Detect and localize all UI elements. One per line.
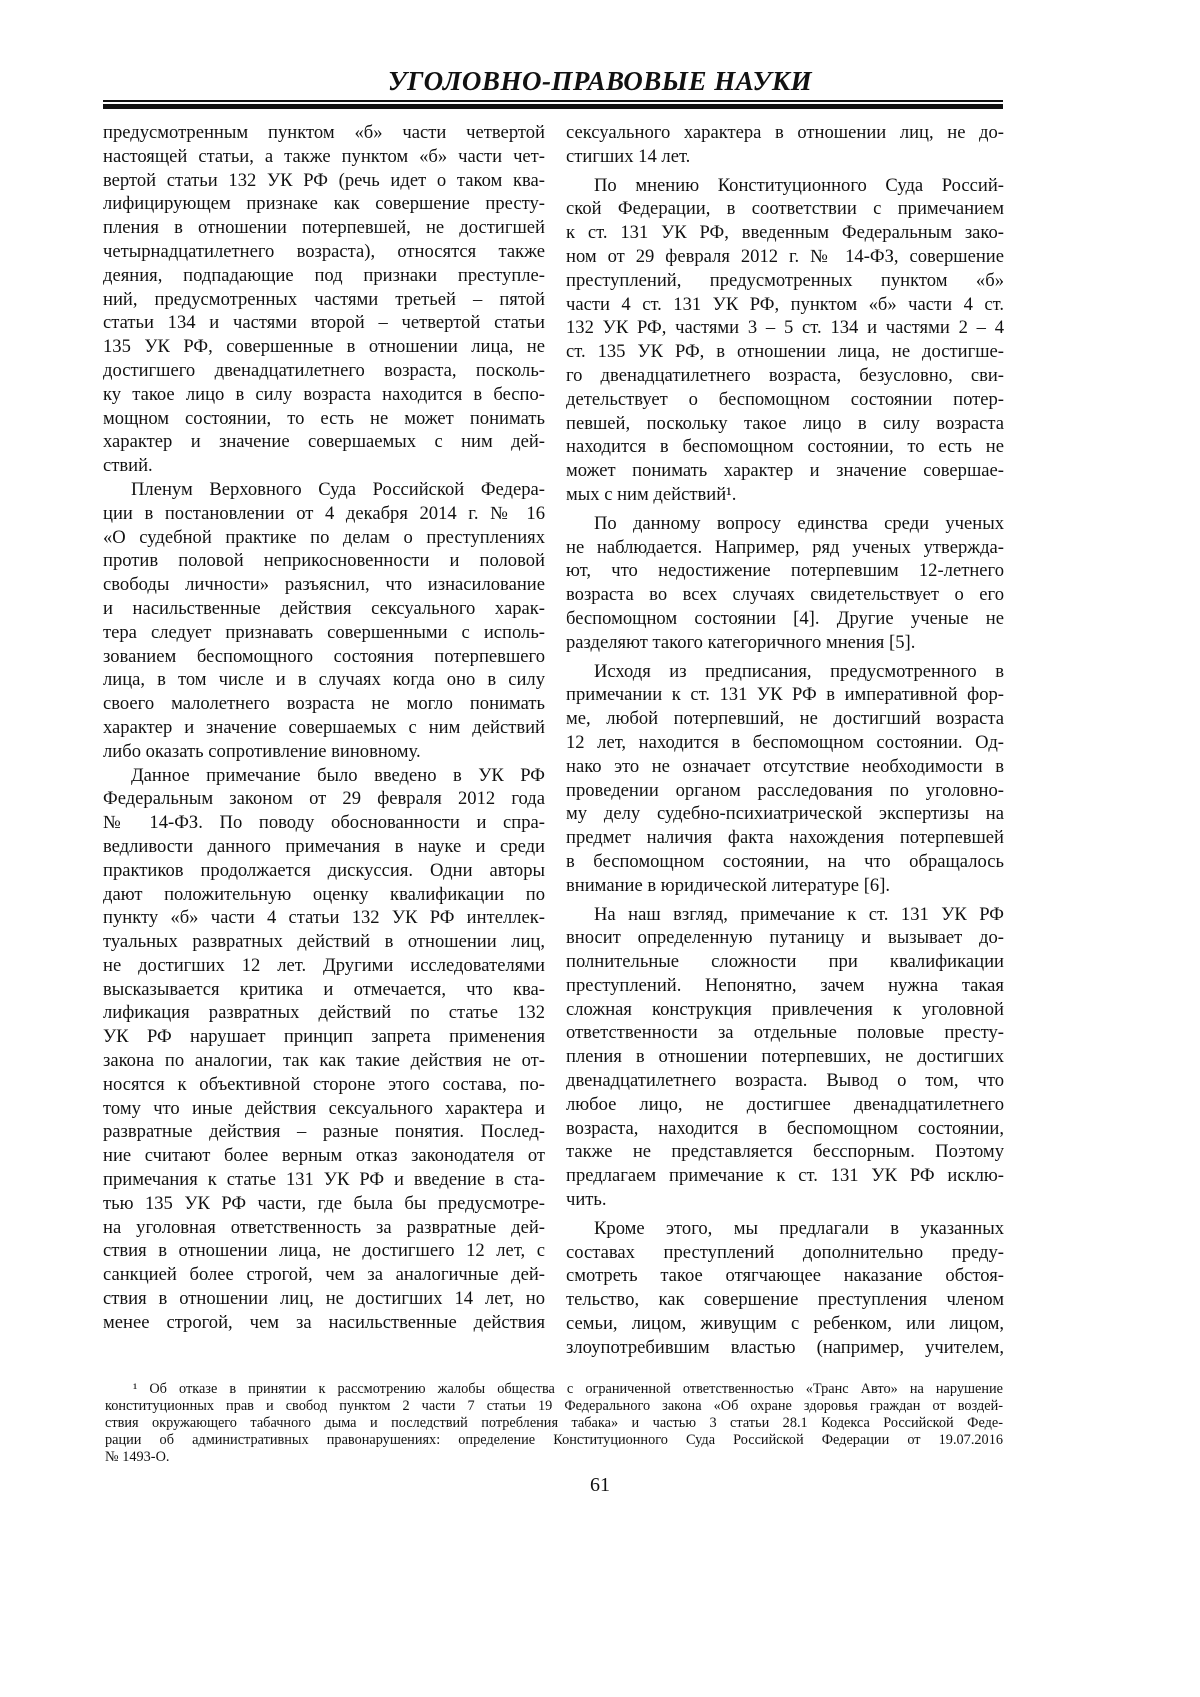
text-line: свободы личности» разъяснил, что изнасилование [103,574,545,596]
text-line: вносит определенную путаницу и вызывает до- [566,927,1004,949]
text-line: к ст. 131 УК РФ, введенным Федеральным зако- [566,222,1004,244]
text-line: детельствует о беспомощном состоянии потер- [566,388,1004,410]
text-line: семьи, лицом, живущим с ребенком, или лицом, [566,1313,1004,1335]
text-line: санкцией более строгой, чем за аналогичные дей- [103,1264,545,1286]
text-line: ме, любой потерпевший, не достигший возраста [566,708,1004,730]
text-line: ции в постановлении от 4 декабря 2014 г. № 16 [103,502,545,524]
text-line: либо оказать сопротивление виновному. [103,740,421,762]
text-line: разделяют такого категоричного мнения [5]. [566,631,916,653]
text-line: деяния, подпадающие под признаки преступле- [103,264,545,286]
text-line: практиков продолжается дискуссия. Одни авторы [103,859,545,881]
text-column-right [566,121,1004,1360]
text-line: части 4 ст. 131 УК РФ, пунктом «б» части 4 ст. [566,293,1004,315]
text-line: мых с ним действий¹. [566,483,737,505]
text-line: предлагаем примечание к ст. 131 УК РФ исклю- [566,1165,1004,1187]
header-rule-thick [103,104,1003,109]
text-line: в беспомощном состоянии, на что обращалось [566,850,1004,872]
text-line: двенадцатилетнего возраста. Вывод о том, что [566,1070,1004,1092]
text-line: лификация развратных действий по статье 132 [103,1002,545,1024]
text-line: пункту «б» части 4 статьи 132 УК РФ интеллек- [103,907,545,929]
footnote [105,1381,1003,1466]
text-line: ние считают более верным отказ законодателя от [103,1145,545,1167]
text-line: Исходя из предписания, предусмотренного в [594,660,1004,682]
header-rule-thin [103,100,1003,102]
paragraph [566,512,1004,655]
text-line: ствий. [103,455,153,477]
text-line: зованием беспомощного состояния потерпевшего [103,645,545,667]
text-line: сексуального характера в отношении лиц, не до- [566,122,1004,143]
text-line: сложная конструкция привлечения к уголовной [566,998,1004,1020]
text-line: находится в беспомощном состоянии, то есть не [566,436,1004,458]
text-line: достигшего двенадцатилетнего возраста, посколь- [103,359,545,381]
text-line: ку такое лицо в силу возраста находится в беспо- [103,383,545,405]
text-line: смотреть такое отягчающее наказание обстоя- [566,1265,1004,1287]
text-line: и насильственные действия сексуального харак- [103,597,545,619]
text-line: ской Федерации, в соответствии с примечанием [566,198,1004,220]
footnote-line: ствия окружающего табачного дыма и последствий потребления табака» и частью 3 статьи 28.1 Кодекса Российской Феде- [105,1415,1003,1431]
text-line: злоупотребившим властью (например, учителем, [566,1336,1004,1358]
text-line: Данное примечание было введено в УК РФ [131,764,545,786]
text-column-left [103,121,545,1335]
text-line: примечания к статье 131 УК РФ и введение в ста- [103,1169,545,1191]
paragraph [566,903,1004,1212]
text-line: своего малолетнего возраста не могло понимать [103,693,545,715]
text-line: примечании к ст. 131 УК РФ в императивной фор- [566,684,1004,706]
paragraph [103,121,545,478]
paragraph [566,174,1004,507]
text-line: ствия в отношении лица, не достигшего 12 лет, с [103,1240,545,1262]
text-line: пления в отношении потерпевших, не достигших [566,1046,1004,1068]
paragraph [103,478,545,764]
text-line: тельство, как совершение преступления членом [566,1289,1004,1311]
paragraph [566,1217,1004,1360]
text-line: ний, предусмотренных частями третьей – пятой [103,288,545,310]
text-line: пления в отношении потерпевшей, не достигшей [103,217,545,239]
text-line: Федеральным законом от 29 февраля 2012 года [103,788,545,810]
text-line: четырнадцатилетнего возраста), относятся также [103,240,545,262]
text-line: тью 135 УК РФ части, где была бы предусмотре- [103,1192,545,1214]
text-line: «О судебной практике по делам о преступлениях [103,526,545,548]
text-line: ствия в отношении лиц, не достигших 14 лет, но [103,1288,545,1310]
text-line: внимание в юридической литературе [6]. [566,874,891,896]
text-line: преступлений. Непонятно, зачем нужна такая [566,974,1004,996]
footnote-line: конституционных прав и свобод пунктом 2 части 7 статьи 19 Федерального закона «Об охране здоровья граждан от воздей- [105,1398,1003,1414]
paragraph [566,660,1004,898]
text-line: настоящей статьи, а также пунктом «б» части чет- [103,145,545,167]
text-line: высказывается критика и отмечается, что ква- [103,978,545,1000]
text-line: По данному вопросу единства среди ученых [594,512,1004,534]
text-line: на уголовная ответственность за развратные дей- [103,1216,545,1238]
text-line: Пленум Верховного Суда Российской Федера- [131,478,545,500]
text-line: Кроме этого, мы предлагали в указанных [594,1217,1004,1239]
text-line: проведении органом расследования по уголовно- [566,779,1004,801]
text-line: носятся к объективной стороне этого состава, по- [103,1073,545,1095]
text-line: характер и значение совершаемых с ним действий [103,716,545,738]
text-line: 135 УК РФ, совершенные в отношении лица, не [103,336,545,358]
text-line: преступлений, предусмотренных пунктом «б» [566,269,1004,291]
text-line: стигших 14 лет. [566,145,691,167]
text-line: дают положительную оценку квалификации по [103,883,545,905]
paragraph [566,121,1004,169]
text-line: 132 УК РФ, частями 3 – 5 ст. 134 и частями 2 – 4 [566,317,1004,339]
text-line: развратные действия – разные понятия. Послед- [103,1121,545,1143]
text-line: предусмотренным пунктом «б» части четвертой [103,122,545,143]
footnote-line: ¹ Об отказе в принятии к рассмотрению жалобы общества с ограниченной ответственностью «Транс Авто» на нарушение [133,1381,1003,1397]
text-line: тера следует признавать совершенными с исполь- [103,621,545,643]
text-line: ведливости данного примечания в науке и среди [103,835,545,857]
text-line: По мнению Конституционного Суда Россий- [594,174,1004,196]
text-line: ют, что недостижение потерпевшим 12-летнего [566,560,1004,582]
text-line: лифицирующем признаке как совершение престу- [103,193,545,215]
footnote-line: № 1493-О. [105,1449,170,1465]
text-line: 12 лет, находится в беспомощном состоянии. Од- [566,731,1004,753]
text-line: полнительные сложности при квалификации [566,951,1004,973]
text-line: чить. [566,1189,607,1211]
text-line: вертой статьи 132 УК РФ (речь идет о таком ква- [103,169,545,191]
section-title: УГОЛОВНО-ПРАВОВЫЕ НАУКИ [387,66,813,96]
text-line: № 14-ФЗ. По поводу обоснованности и спра- [103,812,545,834]
text-line: нако это не означает отсутствие необходимости в [566,755,1004,777]
text-line: любое лицо, не достигшее двенадцатилетнего [566,1093,1004,1115]
footnote-line: рации об административных правонарушениях: определение Конституционного Суда Российской Федерации от 19.07.2016 [105,1432,1003,1448]
text-line: ном от 29 февраля 2012 г. № 14-ФЗ, совершение [566,245,1004,267]
text-line: го двенадцатилетнего возраста, безусловно, сви- [566,364,1004,386]
text-line: менее строгой, чем за насильственные действия [103,1311,545,1333]
text-line: может понимать характер и значение совершае- [566,460,1004,482]
text-line: УК РФ нарушает принцип запрета применения [103,1026,545,1048]
text-line: певшей, поскольку такое лицо в силу возраста [566,412,1004,434]
text-line: составах преступлений дополнительно преду- [566,1241,1004,1263]
text-line: не достигших 12 лет. Другими исследователями [103,954,545,976]
text-line: На наш взгляд, примечание к ст. 131 УК РФ [594,903,1004,925]
text-line: также не представляется бесспорным. Поэтому [566,1141,1004,1163]
text-line: возраста, находится в беспомощном состоянии, [566,1117,1004,1139]
text-line: му делу судебно-психиатрической экспертизы на [566,803,1004,825]
text-line: статьи 134 и частями второй – четвертой статьи [103,312,545,334]
text-line: возраста во всех случаях свидетельствует о его [566,584,1004,606]
text-line: ответственности за отдельные половые престу- [566,1022,1004,1044]
paragraph [103,764,545,1335]
text-line: лица, в том числе и в случаях когда оно в силу [103,669,545,691]
text-line: закона по аналогии, так как такие действия не от- [103,1050,545,1072]
page-number: 61 [590,1474,610,1496]
text-line: против половой неприкосновенности и половой [103,550,545,572]
text-line: ст. 135 УК РФ, в отношении лица, не достигше- [566,341,1004,363]
text-line: беспомощном состоянии [4]. Другие ученые не [566,607,1004,629]
text-line: мощном состоянии, то есть не может понимать [103,407,545,429]
text-line: туальных развратных действий в отношении лиц, [103,931,545,953]
text-line: тому что иные действия сексуального характера и [103,1097,545,1119]
text-line: предмет наличия факта нахождения потерпевшей [566,827,1004,849]
text-line: не наблюдается. Например, ряд ученых утвержда- [566,536,1004,558]
text-line: характер и значение совершаемых с ним дей- [103,431,545,453]
